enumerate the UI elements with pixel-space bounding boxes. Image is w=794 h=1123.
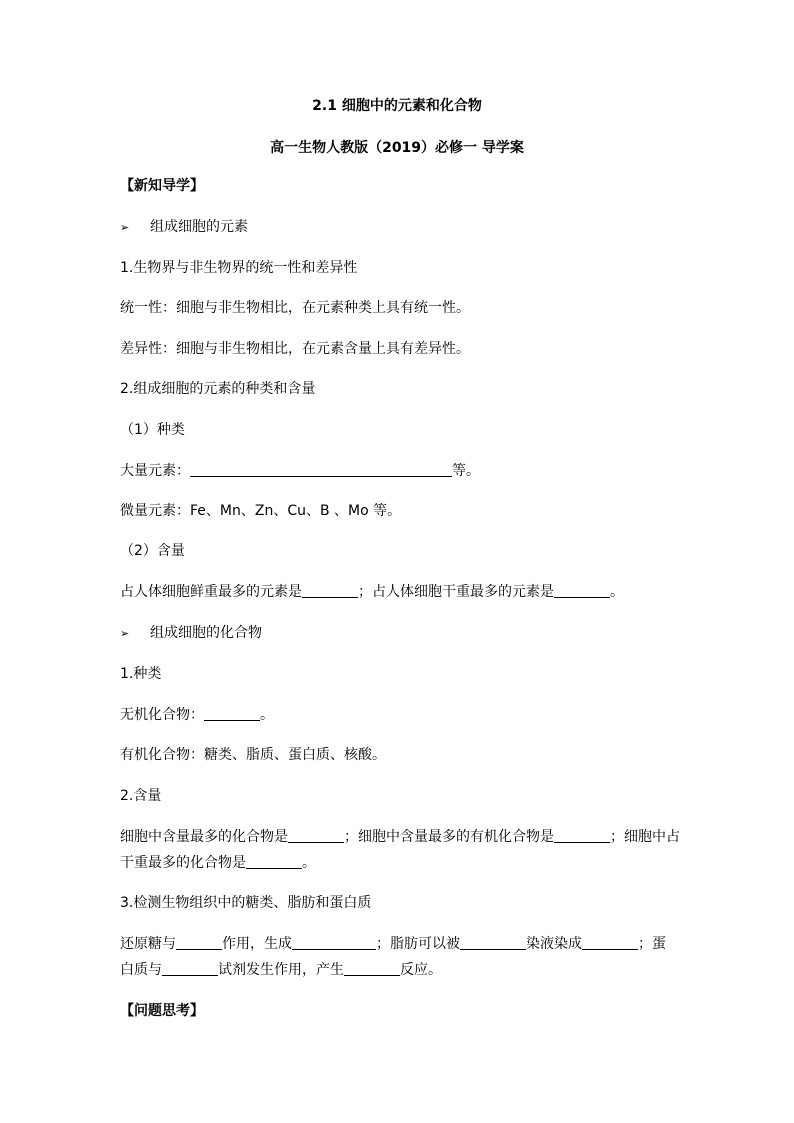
dry-weight-element-blank[interactable] [554,583,610,598]
heading-unity-diversity: 1.生物界与非生物界的统一性和差异性 [120,260,358,276]
section-heading-questions: 【问题思考】 [120,1003,204,1019]
major-elements-label: 大量元素： [120,463,190,479]
text-part: 细胞中含量最多的化合物是 [120,829,288,845]
element-content-line [120,582,624,602]
text-part: 染液染成 [526,936,582,952]
detection-line-1 [120,934,666,954]
text-part: ；细胞中含量最多的有机化合物是 [344,829,554,845]
arrow-bullet-icon: ➢ [120,627,130,640]
inorganic-blank[interactable] [204,706,260,721]
text-part: 占人体细胞鲜重最多的元素是 [120,584,302,600]
bullet-heading-elements [120,217,248,238]
arrow-bullet-icon: ➢ [120,221,130,234]
fat-color-blank[interactable] [582,935,638,950]
inorganic-line [120,705,274,725]
text-part: 反应。 [400,962,442,978]
text-part: 还原糖与 [120,936,176,952]
most-compound-blank[interactable] [288,828,344,843]
dry-weight-compound-blank[interactable] [246,854,302,869]
bullet-heading-compounds [120,623,262,644]
compound-amount-line-1 [120,827,680,847]
text-part: 白质与 [120,962,162,978]
subheading-content: （2）含量 [120,543,185,559]
most-organic-compound-blank[interactable] [554,828,610,843]
unity-text: 统一性：细胞与非生物相比，在元素种类上具有统一性。 [120,300,470,316]
text-part: 干重最多的化合物是 [120,855,246,871]
text-part: ；细胞中占 [610,829,680,845]
text-part: ；脂肪可以被 [376,936,460,952]
major-elements-suffix: 等。 [452,463,480,479]
organic-line: 有机化合物：糖类、脂质、蛋白质、核酸。 [120,747,386,763]
text-part: 。 [302,855,316,871]
fresh-weight-element-blank[interactable] [302,583,358,598]
text-part: 试剂发生作用，产生 [218,962,344,978]
text-part: 。 [260,707,274,723]
major-elements-line [120,461,480,481]
text-part: 。 [610,584,624,600]
subheading-types: （1）种类 [120,422,185,438]
text-part: 作用，生成 [222,936,292,952]
heading-compound-content: 2.含量 [120,788,162,804]
difference-text: 差异性：细胞与非生物相比，在元素含量上具有差异性。 [120,341,470,357]
section-heading-new-knowledge: 【新知导学】 [120,178,204,194]
text-part: 无机化合物： [120,707,204,723]
protein-color-blank[interactable] [344,961,400,976]
heading-detection: 3.检测生物组织中的糖类、脂肪和蛋白质 [120,895,372,911]
precipitate-blank[interactable] [292,935,376,950]
text-part: ；蛋 [638,936,666,952]
fat-stain-blank[interactable] [460,935,526,950]
detection-line-2 [120,960,442,980]
page-title: 2.1 细胞中的元素和化合物 [312,98,482,114]
page-subtitle: 高一生物人教版（2019）必修一 导学案 [270,140,524,156]
heading-compound-types: 1.种类 [120,666,162,682]
bullet-text: 组成细胞的化合物 [150,625,262,641]
micro-elements-line: 微量元素：Fe、Mn、Zn、Cu、B 、Mo 等。 [120,503,402,519]
heading-element-types: 2.组成细胞的元素的种类和含量 [120,381,316,397]
protein-reagent-blank[interactable] [162,961,218,976]
compound-amount-line-2 [120,853,316,873]
major-elements-blank[interactable] [190,462,452,477]
text-part: ；占人体细胞干重最多的元素是 [358,584,554,600]
reducing-sugar-reagent-blank[interactable] [176,935,222,950]
bullet-text: 组成细胞的元素 [150,219,248,235]
